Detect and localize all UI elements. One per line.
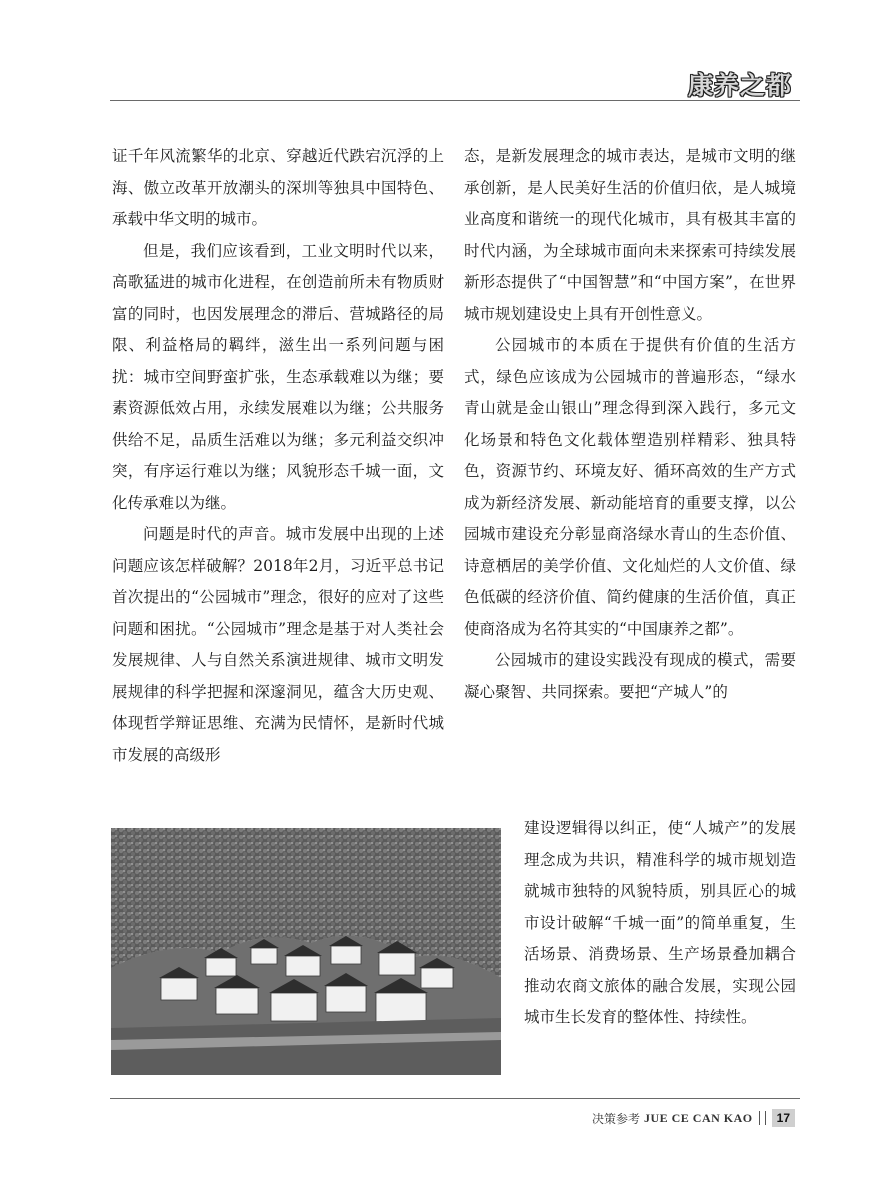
village-photo-drawing: [111, 828, 501, 1075]
section-title: 康养之都: [688, 71, 793, 100]
right-column: [464, 141, 796, 708]
publication-name-cn: 决策参考: [591, 1111, 640, 1126]
page-number: 17: [772, 1109, 795, 1127]
footer: [592, 1108, 795, 1128]
left-column: [112, 141, 444, 771]
paragraph: 公园城市的建设实践没有现成的模式，需要凝心聚智、共同探索。要把“产城人”的: [464, 651, 796, 701]
paragraph: 问题是时代的声音。城市发展中出现的上述问题应该怎样破解？2018年2月，习近平总书记首次提出的“公园城市”理念，很好的应对了这些问题和困扰。“公园城市”理念是基于对人类社会发展规律、人与自然关系演进规律、城市文明发展规律的科学把握和深邃洞见，蕴含大历史观、体现哲学辩证思维、充满为民情怀，是新时代城市发展的高级形: [112, 525, 444, 764]
publication-name-en: JUE CE CAN KAO: [643, 1110, 753, 1125]
paragraph: 公园城市的本质在于提供有价值的生活方式，绿色应该成为公园城市的普遍形态，“绿水青山就是金山银山”理念得到深入践行，多元文化场景和特色文化载体塑造别样精彩、独具特色，资源节约、环境友好、循环高效的生产方式成为新经济发展、新动能培育的重要支撑，以公园城市建设充分彰显商洛绿水青山的生态价值、诗意栖居的美学价值、文化灿烂的人文价值、绿色低碳的经济价值、简约健康的生活价值，真正使商洛成为名符其实的“中国康养之都”。: [464, 336, 796, 638]
footer-divider: [759, 1111, 766, 1125]
paragraph: 态，是新发展理念的城市表达，是城市文明的继承创新，是人民美好生活的价值归依，是人城境业高度和谐统一的现代化城市，具有极其丰富的时代内涵，为全球城市面向未来探索可持续发展新形态提供了“中国智慧”和“中国方案”，在世界城市规划建设史上具有开创性意义。: [464, 147, 796, 323]
paragraph: 建设逻辑得以纠正，使“人城产”的发展理念成为共识，精准科学的城市规划造就城市独特的风貌特质，别具匠心的城市设计破解“千城一面”的简单重复，生活场景、消费场景、生产场景叠加耦合推动农商文旅体的融合发展，实现公园城市生长发育的整体性、持续性。: [524, 819, 796, 1026]
paragraph: 但是，我们应该看到，工业文明时代以来，高歌猛进的城市化进程，在创造前所未有物质财富的同时，也因发展理念的滞后、营城路径的局限、利益格局的羁绊，滋生出一系列问题与困扰：城市空间野蛮扩张，生态承载难以为继；要素资源低效占用，永续发展难以为继；公共服务供给不足，品质生活难以为继；多元利益交织冲突，有序运行难以为继；风貌形态千城一面，文化传承难以为继。: [112, 241, 444, 512]
footer-rule: [110, 1098, 800, 1099]
village-photo: [111, 828, 501, 1075]
right-column-lower: [524, 813, 796, 1034]
paragraph: 证千年风流繁华的北京、穿越近代跌宕沉浮的上海、傲立改革开放潮头的深圳等独具中国特色、承载中华文明的城市。: [112, 147, 444, 228]
